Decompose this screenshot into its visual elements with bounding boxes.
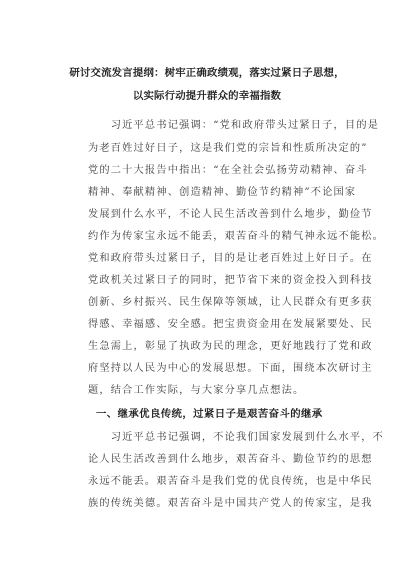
paragraph-1-line: 创新、乡村振兴、民生保障等领域，让人民群众有更多获 bbox=[88, 297, 373, 308]
paragraph-1-line: 府坚持以人民为中心的发展思想。下面，围绕本次研讨主 bbox=[88, 363, 373, 374]
paragraph-1-line: 党的二十大报告中指出：“在全社会弘扬劳动精神、奋斗 bbox=[88, 165, 368, 176]
paragraph-2-line: 永远不能丢。艰苦奋斗是我们党的优良传统，也是中华民 bbox=[88, 476, 373, 487]
paragraph-1-line: 党政机关过紧日子的同时，把节省下来的资金投入到科技 bbox=[88, 275, 373, 286]
paragraph-2-line: 习近平总书记强调，不论我们国家发展到什么水平，不 bbox=[88, 432, 385, 443]
document-title-line-2: 以实际行动提升群众的幸福指数 bbox=[132, 90, 282, 102]
paragraph-1-line: 约作为传家宝永远不能丢，艰苦奋斗的精气神永远不能松。 bbox=[88, 231, 385, 242]
document-title-line-1: 研讨交流发言提纲：树牢正确政绩观，落实过紧日子思想， bbox=[69, 67, 345, 79]
paragraph-1-line: 生急需上，彰显了执政为民的理念，更好地践行了党和政 bbox=[88, 341, 373, 352]
paragraph-1-line: 题，结合工作实际，与大家分享几点想法。 bbox=[88, 385, 305, 396]
paragraph-1-line: 为老百姓过好日子，这是我们党的宗旨和性质所决定的” bbox=[88, 143, 368, 154]
paragraph-1-line: 得感、幸福感、安全感。把宝贵资金用在发展紧要处、民 bbox=[88, 319, 373, 330]
paragraph-2-line: 族的传统美德。艰苦奋斗是中国共产党人的传家宝，是我 bbox=[88, 498, 373, 509]
paragraph-1-line: 习近平总书记强调：“党和政府带头过紧日子，目的是 bbox=[88, 120, 380, 131]
section-heading: 一、继承优良传统，过紧日子是艰苦奋斗的继承 bbox=[96, 408, 323, 420]
paragraph-1-line: 党和政府带头过紧日子，目的是让老百姓过上好日子。在 bbox=[88, 253, 373, 264]
paragraph-1-line: 发展到什么水平，不论人民生活改善到什么地步，勤俭节 bbox=[88, 209, 373, 220]
paragraph-1-line: 精神、奉献精神、创造精神、勤俭节约精神”不论国家 bbox=[88, 187, 357, 198]
paragraph-2-line: 论人民生活改善到什么地步，艰苦奋斗、勤俭节约的思想 bbox=[88, 454, 373, 465]
